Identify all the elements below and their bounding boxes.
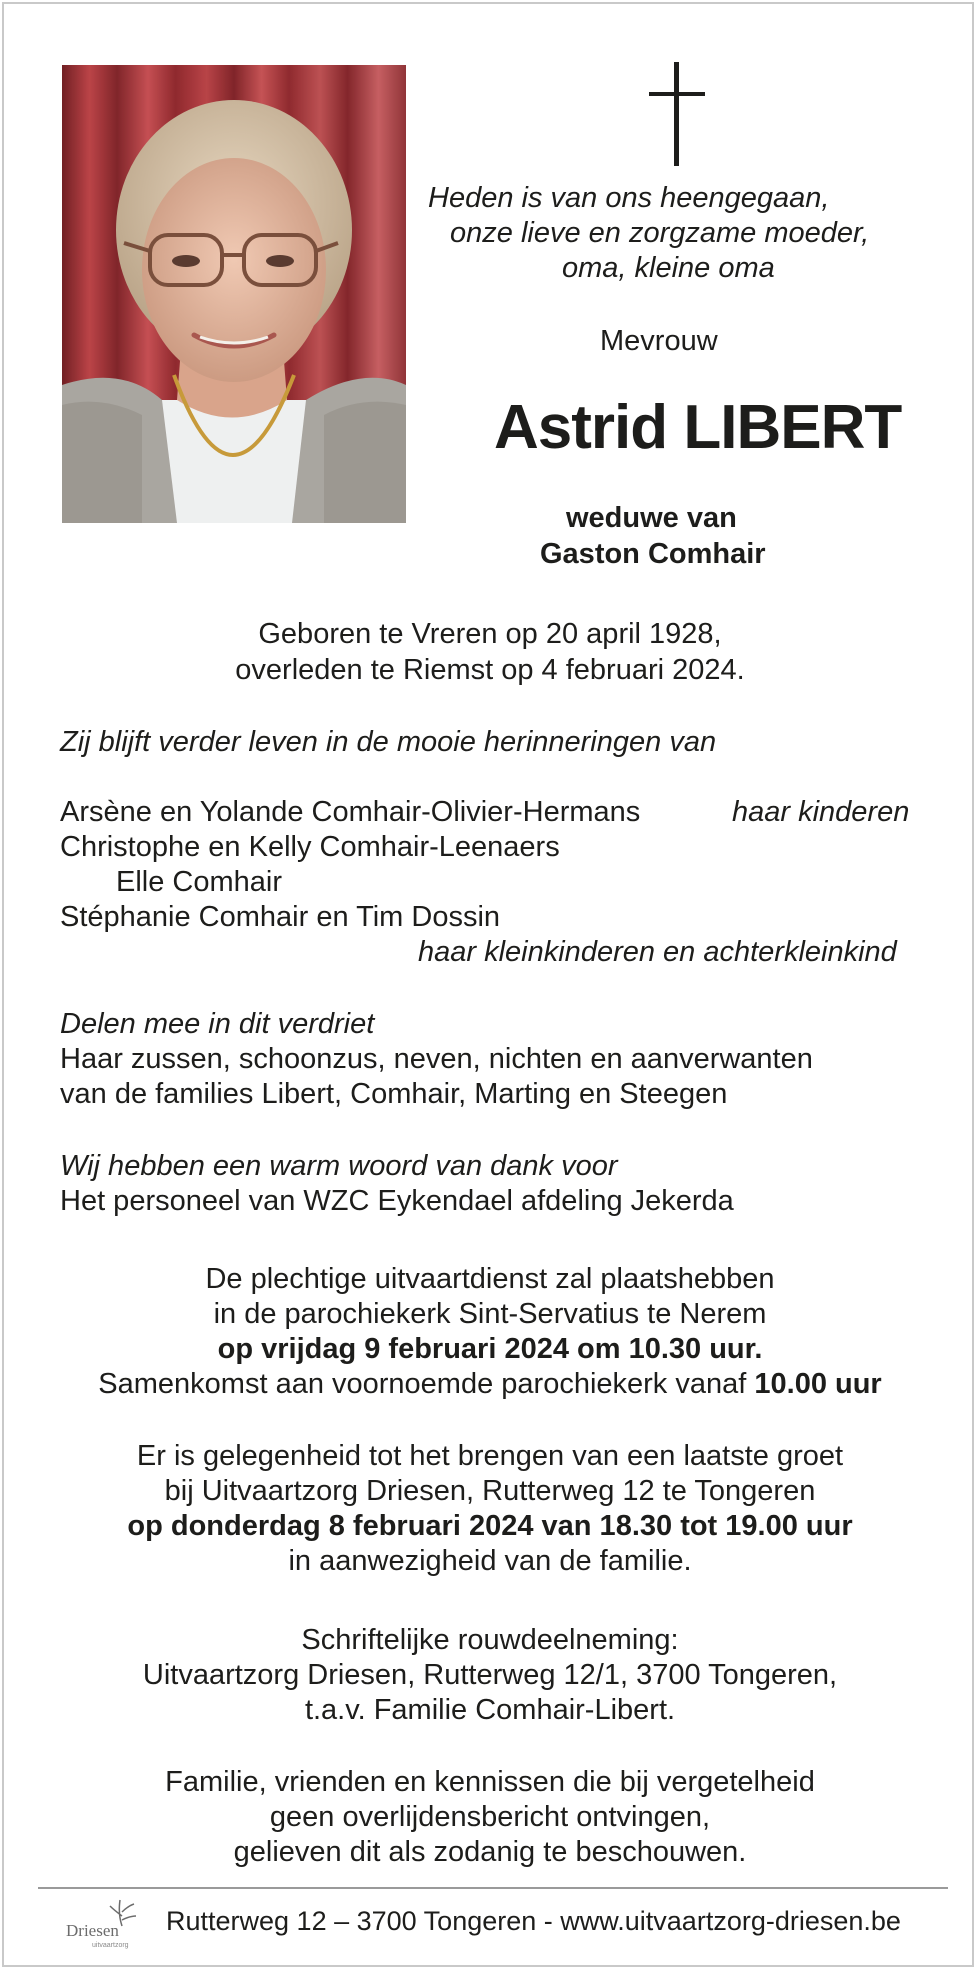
condolence-line-1: Schriftelijke rouwdeelneming: <box>301 1624 679 1656</box>
intro-line-3: oma, kleine oma <box>562 252 775 284</box>
grief-line-2: van de families Libert, Comhair, Marting en Steegen <box>60 1078 728 1110</box>
thanks-heading: Wij hebben een warm woord van dank voor <box>60 1150 618 1182</box>
title-prefix: Mevrouw <box>600 325 718 357</box>
service-line-2: in de parochiekerk Sint-Servatius te Nerem <box>213 1298 767 1330</box>
service-line-1: De plechtige uitvaartdienst zal plaatshebben <box>205 1263 775 1295</box>
funeral-home-logo <box>62 1894 146 1954</box>
farewell-line-3: in aanwezigheid van de familie. <box>288 1545 692 1577</box>
footer-address: Rutterweg 12 – 3700 Tongeren - www.uitvaartzorg-driesen.be <box>166 1906 901 1936</box>
great-grandchild: Elle Comhair <box>116 866 282 898</box>
grief-heading: Delen mee in dit verdriet <box>60 1008 375 1040</box>
farewell-date: op donderdag 8 februari 2024 van 18.30 tot 19.00 uur <box>127 1510 853 1542</box>
deceased-name: Astrid LIBERT <box>494 393 902 462</box>
notice-line-2: geen overlijdensbericht ontvingen, <box>269 1801 711 1833</box>
condolence-line-2: Uitvaartzorg Driesen, Rutterweg 12/1, 3700 Tongeren, <box>142 1659 838 1691</box>
intro-line-2: onze lieve en zorgzame moeder, <box>450 217 870 249</box>
logo-sub: uitvaartzorg <box>92 1942 129 1949</box>
footer-divider <box>38 1887 948 1889</box>
grandchild-2: Stéphanie Comhair en Tim Dossin <box>60 901 501 933</box>
farewell-line-1: Er is gelegenheid tot het brengen van een laatste groet <box>136 1440 844 1472</box>
condolence-line-3: t.a.v. Familie Comhair-Libert. <box>304 1694 676 1726</box>
children-names: Arsène en Yolande Comhair-Olivier-Hermans <box>60 796 641 828</box>
obituary-card <box>2 2 974 1967</box>
death-line: overleden te Riemst op 4 februari 2024. <box>235 654 745 686</box>
grandchild-1: Christophe en Kelly Comhair-Leenaers <box>60 831 560 863</box>
spouse-line-2: Gaston Comhair <box>540 538 766 570</box>
logo-text: Driesen <box>66 1921 119 1940</box>
service-gathering <box>4 1366 976 1402</box>
intro-line-1: Heden is van ons heengegaan, <box>428 182 830 214</box>
grandchildren-role: haar kleinkinderen en achterkleinkind <box>418 936 897 968</box>
children-role: haar kinderen <box>732 796 910 828</box>
notice-line-3: gelieven dit als zodanig te beschouwen. <box>233 1836 747 1868</box>
portrait-photo <box>62 65 406 523</box>
gathering-text: Samenkomst aan voornoemde parochiekerk vanaf <box>98 1368 747 1400</box>
gathering-time: 10.00 uur <box>754 1368 882 1400</box>
farewell-line-2: bij Uitvaartzorg Driesen, Rutterweg 12 te Tongeren <box>164 1475 816 1507</box>
memories-heading: Zij blijft verder leven in de mooie herinneringen van <box>60 726 717 758</box>
notice-line-1: Familie, vrienden en kennissen die bij vergetelheid <box>165 1766 815 1798</box>
birth-line: Geboren te Vreren op 20 april 1928, <box>258 618 722 650</box>
grief-line-1: Haar zussen, schoonzus, neven, nichten en aanverwanten <box>60 1043 813 1075</box>
spouse-line-1: weduwe van <box>566 502 737 534</box>
service-date: op vrijdag 9 februari 2024 om 10.30 uur. <box>217 1333 763 1365</box>
cross-icon <box>644 62 710 166</box>
thanks-line-1: Het personeel van WZC Eykendael afdeling Jekerda <box>60 1185 734 1217</box>
